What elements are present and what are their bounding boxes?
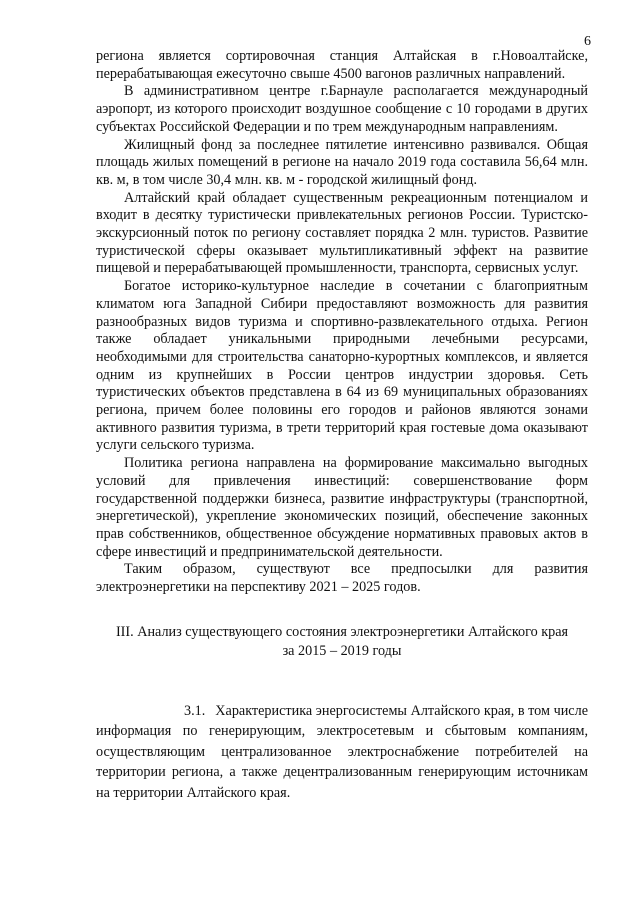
paragraph-tourism: Богатое историко-культурное наследие в сочетании с благоприятным климатом юга Западной Сибири предоставляют возможность для развития разнообразных видов туризма и спортивно-развлекательного отдыха. Регион также обладает уникальными природными лечебными ресурсами, необходимыми для строительства санаторно-курортных комплексов, и является одним из крупнейших в России центров индустрии здоровья. Сеть туристических объектов представлена в 64 из 69 муниципальных образованиях региона, причем более половины его городов и районов являются зонами активного развития туризма, в трети территорий края гостевые дома оказывают услуги сельского туризма. — [96, 278, 588, 454]
section-heading-line-1: III. Анализ существующего состояния электроэнергетики Алтайского края — [115, 623, 569, 640]
paragraph-conclusion: Таким образом, существуют все предпосылки для развития электроэнергетики на перспективу 2021 – 2025 годов. — [96, 561, 588, 596]
section-heading-line-2: за 2015 – 2019 годы — [282, 642, 402, 659]
subsection-text: Характеристика энергосистемы Алтайского края, в том числе информация по генерирующим, электросетевым и сбытовым компаниям, осуществляющим централизованное электроснабжение потребителей на территории региона, а также децентрализованным генерирующим источникам на территории Алтайского края. — [96, 702, 588, 801]
paragraph-railway-station: региона является сортировочная станция Алтайская в г.Новоалтайске, перерабатывающая ежесуточно свыше 4500 вагонов различных направлений. — [96, 48, 588, 82]
page-body — [96, 48, 588, 803]
paragraph-airport: В административном центре г.Барнауле располагается международный аэропорт, из которого происходит воздушное сообщение с 10 городами в других субъектах Российской Федерации и по трем международным направлениям. — [96, 83, 588, 135]
subsection-3-1 — [96, 701, 588, 804]
paragraph-investment-policy: Политика региона направлена на формирование максимально выгодных условий для привлечения инвестиций: совершенствование форм государственной поддержки бизнеса, развитие инфраструктуры (транспортной, энергетической), укрепление экономических позиций, обеспечение законных прав собственников, общественное обсуждение нормативных правовых актов в сфере инвестиций и предпринимательской деятельности. — [96, 455, 588, 560]
paragraph-recreation: Алтайский край обладает существенным рекреационным потенциалом и входит в десятку туристически привлекательных регионов России. Туристско-экскурсионный поток по региону составляет порядка 2 млн. туристов. Развитие туристической сферы оказывает мультипликативный эффект на развитие пищевой и перерабатывающей промышленности, транспорта, сервисных услуг. — [96, 189, 588, 277]
section-heading — [96, 623, 588, 661]
page-number: 6 — [584, 34, 591, 49]
subsection-number: 3.1. — [184, 702, 206, 719]
paragraph-housing: Жилищный фонд за последнее пятилетие интенсивно развивался. Общая площадь жилых помещений в регионе на начало 2019 года составила 56,64 млн. кв. м, в том числе 30,4 млн. кв. м - городской жилищный фонд. — [96, 136, 588, 188]
